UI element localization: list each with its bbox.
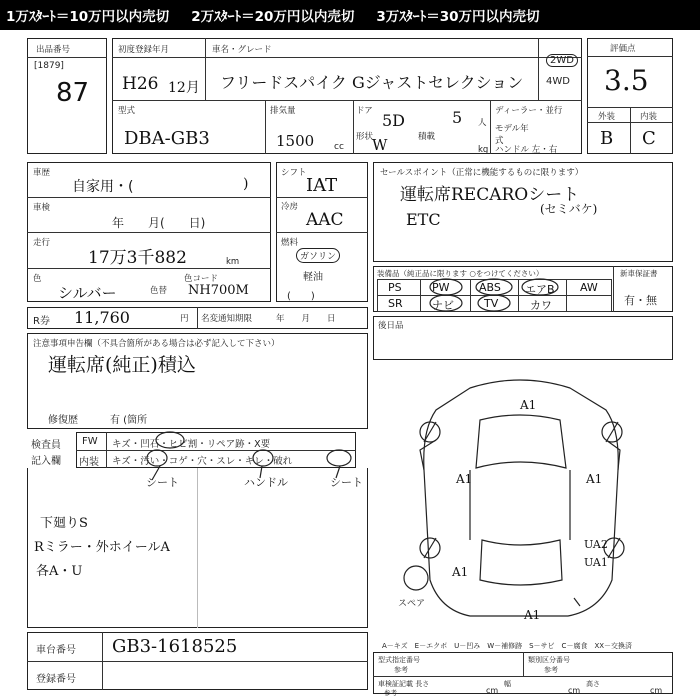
recycle-value: 11,760 bbox=[74, 308, 130, 327]
doors-value: 5D bbox=[382, 111, 406, 130]
repair-value: 有 (箇所 bbox=[110, 415, 148, 426]
displacement-unit: cc bbox=[334, 142, 344, 152]
color-code-label: 色コード bbox=[184, 274, 219, 284]
annotation-handle: ハンドル bbox=[244, 476, 288, 489]
handle-label: ハンドル 左・右 bbox=[495, 145, 558, 155]
mark-a1-left-rear: A1 bbox=[452, 565, 469, 579]
sales-points-line1: 運転席RECAROシート bbox=[400, 185, 580, 205]
displacement-label: 排気量 bbox=[270, 106, 296, 116]
first-reg-era: H26 bbox=[122, 74, 159, 94]
fuel-paren: ( ) bbox=[287, 291, 315, 302]
aircon-label: 冷房 bbox=[281, 202, 299, 212]
dims-ref-3: 参考 bbox=[384, 689, 397, 697]
shape-value: W bbox=[372, 136, 388, 154]
equip-airbag: エアB bbox=[525, 283, 555, 296]
equip-sr: SR bbox=[388, 297, 403, 310]
shape-label: 形状 bbox=[356, 132, 374, 142]
dims-ref-1: 参考 bbox=[394, 666, 408, 674]
car-name-value: フリードスパイク Gジャストセレクション bbox=[220, 73, 524, 92]
capacity-value: 5 bbox=[452, 108, 463, 127]
notes-after-label: 後日品 bbox=[378, 321, 404, 331]
inspection-label: 車検 bbox=[33, 203, 51, 213]
grade-label: 評価点 bbox=[610, 44, 636, 54]
warranty-value: 有・無 bbox=[624, 294, 657, 307]
equip-aw: AW bbox=[580, 281, 598, 294]
fuel-label: 燃料 bbox=[281, 238, 299, 248]
repair-label: 修復歴 bbox=[48, 415, 78, 426]
checker-label-2: 記入欄 bbox=[31, 456, 61, 467]
load-label: 積載 bbox=[418, 132, 436, 142]
remark-1: 下廻りS bbox=[40, 516, 88, 531]
mark-ua1: UA1 bbox=[584, 556, 608, 569]
warranty-label: 新車保証書 bbox=[620, 269, 658, 278]
equip-abs: ABS bbox=[479, 281, 501, 294]
damage-legend: A－キズ E－エクボ U－凹み W－補修跡 S－サビ C－腐食 XX－交換済 bbox=[382, 642, 633, 650]
sales-points-line3: ETC bbox=[406, 210, 441, 229]
dims-cm-3: cm bbox=[650, 686, 663, 695]
first-reg-month: 12月 bbox=[168, 80, 200, 96]
spare-label: スペア bbox=[398, 599, 426, 609]
mark-a1-left-front: A1 bbox=[456, 472, 473, 486]
chassis-label: 車台番号 bbox=[36, 645, 76, 656]
exterior-grade: B bbox=[600, 128, 614, 149]
first-reg-label: 初度登録年月 bbox=[118, 45, 170, 55]
color-label: 色 bbox=[33, 274, 42, 284]
model-type-value: DBA-GB3 bbox=[124, 128, 210, 149]
model-year-label: モデル年式 bbox=[495, 124, 529, 146]
shift-label: シフト bbox=[281, 168, 307, 178]
mileage-label: 走行 bbox=[33, 238, 51, 248]
remark-2: Rミラー・外ホイールA bbox=[34, 540, 170, 555]
mark-ua2: UA2 bbox=[584, 538, 608, 551]
equip-ps: PS bbox=[388, 281, 402, 294]
fuel-gasoline: ガソリン bbox=[296, 248, 340, 263]
notes-value: 運転席(純正)積込 bbox=[48, 354, 196, 376]
shift-value: IAT bbox=[306, 175, 338, 196]
recycle-unit: 円 bbox=[180, 314, 189, 324]
dims-width: 幅 bbox=[504, 680, 511, 688]
mileage-unit: km bbox=[226, 257, 240, 267]
history-close: ) bbox=[243, 176, 249, 192]
tax-text: 年 月 日 bbox=[276, 314, 336, 324]
dealer-label: ディーラー・並行 bbox=[495, 106, 563, 116]
capacity-unit: 人 bbox=[478, 118, 487, 128]
interior-grade: C bbox=[642, 128, 656, 149]
mark-a1-right-front: A1 bbox=[586, 472, 603, 486]
model-type-label: 型式 bbox=[118, 106, 136, 116]
remark-3: 各A・U bbox=[36, 564, 83, 579]
sales-points-line2: (セミバケ) bbox=[540, 202, 598, 216]
checker-fw: FW bbox=[82, 436, 98, 447]
grade-value: 3.5 bbox=[604, 64, 649, 97]
chassis-value: GB3-1618525 bbox=[112, 636, 238, 657]
annotation-seat-2: シート bbox=[330, 476, 363, 489]
checker-fw-items: キズ・凹石・ヒビ割・リペア跡・X要 bbox=[112, 439, 271, 450]
color-value: シルバー bbox=[58, 284, 117, 302]
inspection-text: 年 月( 日) bbox=[112, 216, 206, 230]
equip-leather: カワ bbox=[530, 299, 552, 312]
dims-label-2: 類別区分番号 bbox=[528, 656, 570, 664]
exterior-label: 外装 bbox=[598, 112, 616, 122]
banner-text-3: 3万ｽﾀｰﾄ＝30万円以内売切 bbox=[376, 9, 540, 25]
registration-label: 登録番号 bbox=[36, 674, 76, 685]
mark-a1-rear: A1 bbox=[524, 608, 541, 622]
checker-label-1: 検査員 bbox=[31, 440, 61, 451]
equip-pw: PW bbox=[432, 281, 450, 294]
drive-2wd: 2WD bbox=[546, 54, 578, 67]
dims-height: 高さ bbox=[586, 680, 600, 688]
interior-label: 内装 bbox=[640, 112, 658, 122]
notes-after-box bbox=[373, 316, 673, 360]
dims-cm-2: cm bbox=[568, 686, 581, 695]
notes-label: 注意事項申告欄（不具合箇所がある場合は必ず記入して下さい） bbox=[33, 339, 280, 349]
drive-4wd: 4WD bbox=[546, 76, 570, 87]
banner-text-2: 2万ｽﾀｰﾄ＝20万円以内売切 bbox=[191, 9, 355, 25]
recycle-label: R券 bbox=[33, 316, 50, 327]
annotation-seat-1: シート bbox=[146, 476, 179, 489]
color-code: NH700M bbox=[188, 283, 249, 298]
dims-label-1: 型式指定番号 bbox=[378, 656, 420, 664]
lot-label: 出品番号 bbox=[36, 45, 71, 55]
car-name-label: 車名・グレード bbox=[212, 45, 272, 55]
equip-navi: ナビ bbox=[432, 299, 454, 312]
sales-points-label: セールスポイント（正常に機能するものに限ります） bbox=[380, 168, 584, 178]
history-label: 車歴 bbox=[33, 168, 51, 178]
dims-length: 車検証記載 長さ bbox=[378, 680, 430, 688]
equip-tv: TV bbox=[484, 297, 499, 310]
checker-int-items: キズ・汚い・コゲ・穴・スレ・キレ・破れ bbox=[112, 456, 293, 467]
equipment-label: 装備品（純正品に限ります ○をつけてください） bbox=[377, 269, 544, 278]
lot-number: 87 bbox=[56, 78, 90, 108]
aircon-value: AAC bbox=[306, 210, 344, 230]
auction-banner bbox=[0, 0, 700, 30]
doors-label: ドア bbox=[356, 106, 373, 116]
lot-code: [1879] bbox=[34, 61, 64, 71]
displacement-value: 1500 bbox=[276, 132, 315, 150]
mark-a1-hood: A1 bbox=[520, 398, 537, 412]
tax-label: 名変通知期限 bbox=[201, 314, 253, 324]
mileage-value: 17万3千882 bbox=[88, 248, 187, 268]
history-value: 自家用・( bbox=[72, 179, 134, 195]
checker-interior: 内装 bbox=[79, 457, 99, 468]
dims-cm-1: cm bbox=[486, 686, 499, 695]
color-type-label: 色替 bbox=[150, 286, 168, 296]
fuel-light-oil: 軽油 bbox=[303, 272, 323, 283]
dims-ref-2: 参考 bbox=[544, 666, 558, 674]
load-unit: kg bbox=[478, 145, 489, 155]
banner-text-1: 1万ｽﾀｰﾄ＝10万円以内売切 bbox=[6, 9, 170, 25]
